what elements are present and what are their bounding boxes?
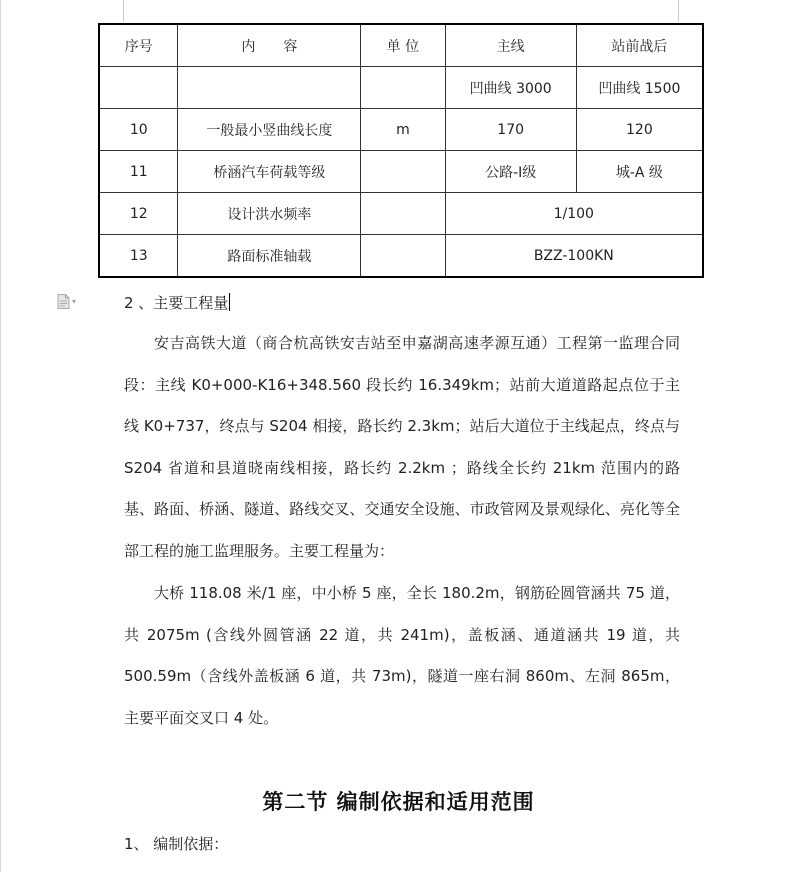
table-cell: 主线	[445, 24, 576, 67]
table-cell: 站前战后	[576, 24, 703, 67]
table-row	[99, 67, 703, 109]
table-cell: 单 位	[361, 24, 445, 67]
table-cell: 桥涵汽车荷载等级	[178, 151, 361, 193]
table-cell	[361, 193, 445, 235]
table-cell: m	[361, 109, 445, 151]
paragraph-text: 安吉高铁大道（商合杭高铁安吉站至申嘉湖高速孝源互通）工程第一监理合同段：主线 K0+000-K16+348.560 段长约 16.349km；站前大道道路起点位于主线 K0+737，终点与 S204 相接，路长约 2.3km；站后大道位于主线起点，终点与 S204 省道和县道晓南线相接，路长约 2.2km ；路线全长约 21km 范围内的路基、路面、桥涵、隧道、路线交叉、交通安全设施、市政管网及景观绿化、亮化等全部工程的施工监理服务。主要工程量为：	[124, 334, 680, 560]
table-cell: 一般最小竖曲线长度	[178, 109, 361, 151]
table-cell: 公路-Ⅰ级	[445, 151, 576, 193]
table-cell	[361, 67, 445, 109]
table-cell: 设计洪水频率	[178, 193, 361, 235]
text-cursor	[229, 293, 230, 311]
section-heading-text: 2 、主要工程量	[124, 294, 229, 312]
section-title: 第二节 编制依据和适用范围	[262, 790, 535, 814]
table-cell: 170	[445, 109, 576, 151]
table-row	[99, 235, 703, 278]
table-cell: 12	[99, 193, 178, 235]
table-row	[99, 193, 703, 235]
spec-table	[98, 23, 704, 278]
section-heading[interactable]	[124, 292, 230, 314]
table-cell-merged: 1/100	[445, 193, 703, 235]
document-icon	[57, 294, 70, 309]
margin-corner-mark-left	[123, 0, 124, 22]
table-cell: 序号	[99, 24, 178, 67]
table-cell: 13	[99, 235, 178, 278]
table-cell: 10	[99, 109, 178, 151]
table-cell: 11	[99, 151, 178, 193]
table-cell	[178, 67, 361, 109]
table-row	[99, 151, 703, 193]
page-left-edge	[0, 0, 1, 872]
body-paragraph[interactable]	[124, 323, 680, 572]
table-cell: 内 容	[178, 24, 361, 67]
table-cell	[99, 67, 178, 109]
table-row	[99, 109, 703, 151]
table-cell-merged: BZZ-100KN	[445, 235, 703, 278]
paragraph-handle[interactable]	[57, 294, 76, 309]
table-cell: 路面标准轴载	[178, 235, 361, 278]
table-cell: 凹曲线 1500	[576, 67, 703, 109]
table-cell: 凹曲线 3000	[445, 67, 576, 109]
sub-heading: 1、 编制依据：	[124, 835, 229, 853]
paragraph-text: 大桥 118.08 米/1 座，中小桥 5 座，全长 180.2m，钢筋砼圆管涵共 75 道，共 2075m (含线外圆管涵 22 道，共 241m)，盖板涵、通道涵共 19 道，共 500.59m（含线外盖板涵 6 道，共 73m)，隧道一座右洞 860m、左洞 865m，主要平面交叉口 4 处。	[124, 584, 680, 727]
table-cell	[361, 235, 445, 278]
body-paragraph[interactable]	[124, 573, 680, 739]
table-cell	[361, 151, 445, 193]
chevron-down-icon: ▾	[72, 296, 77, 306]
table-cell: 城-A 级	[576, 151, 703, 193]
margin-corner-mark-right	[678, 0, 679, 22]
table-cell: 120	[576, 109, 703, 151]
table-header-row	[99, 24, 703, 67]
